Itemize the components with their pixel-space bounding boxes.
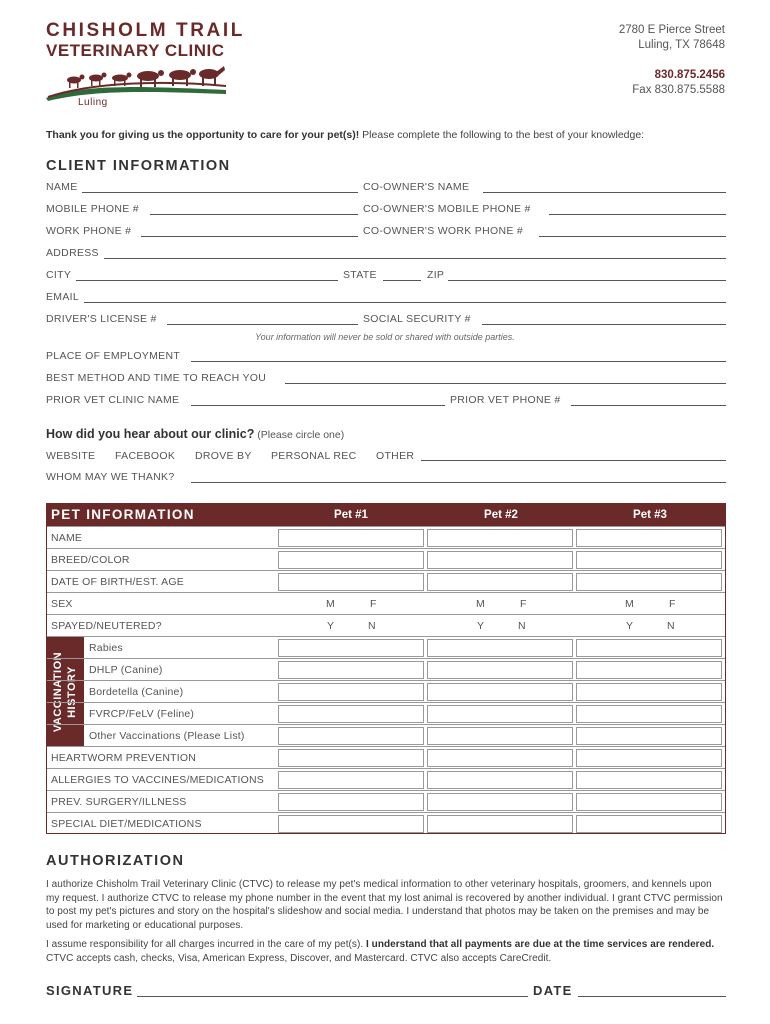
row-label: NAME — [51, 532, 83, 544]
referral-question — [46, 427, 344, 441]
phone-number: 830.875.2456 — [654, 69, 725, 81]
pet3-cell[interactable] — [576, 639, 722, 657]
pet-info-heading: PET INFORMATION — [51, 507, 195, 522]
pet2-cell[interactable] — [427, 815, 573, 833]
pet2-cell[interactable] — [427, 573, 573, 591]
co-owner-work-field[interactable] — [539, 236, 726, 237]
pet2-cell[interactable] — [427, 529, 573, 547]
option-personal-rec[interactable]: PERSONAL REC — [271, 450, 357, 462]
zip-field[interactable] — [448, 280, 726, 281]
row-label: HEARTWORM PREVENTION — [51, 752, 196, 764]
vaccine-label: Rabies — [89, 642, 123, 654]
pet2-cell[interactable] — [427, 749, 573, 767]
vaccine-row-dhlp — [47, 658, 725, 680]
date-field[interactable] — [578, 996, 726, 997]
state-field[interactable] — [383, 280, 421, 281]
row-label: SPECIAL DIET/MEDICATIONS — [51, 818, 202, 830]
pet3-sex-f[interactable]: F — [669, 598, 676, 610]
pet2-header: Pet #2 — [484, 509, 518, 521]
pet3-cell[interactable] — [576, 529, 722, 547]
pet2-cell[interactable] — [427, 727, 573, 745]
pet1-spayed-y[interactable]: Y — [327, 620, 335, 632]
pet1-cell[interactable] — [278, 529, 424, 547]
pet1-cell[interactable] — [278, 793, 424, 811]
vaccine-row-fvrcp — [47, 702, 725, 724]
prior-vet-label: PRIOR VET CLINIC NAME — [46, 394, 180, 406]
city-address: Luling, TX 78648 — [638, 39, 725, 51]
clinic-name-line2: VETERINARY CLINIC — [46, 41, 225, 60]
logo-location: Luling — [78, 97, 108, 108]
pet1-cell[interactable] — [278, 727, 424, 745]
pet3-spayed-n[interactable]: N — [667, 620, 675, 632]
pet3-spayed-y[interactable]: Y — [626, 620, 634, 632]
employment-label: PLACE OF EMPLOYMENT — [46, 350, 181, 362]
other-field[interactable] — [421, 460, 726, 461]
row-label: ALLERGIES TO VACCINES/MEDICATIONS — [51, 774, 264, 786]
row-label: BREED/COLOR — [51, 554, 130, 566]
option-website[interactable]: WEBSITE — [46, 450, 96, 462]
city-field[interactable] — [76, 280, 338, 281]
fax-number: Fax 830.875.5588 — [632, 84, 725, 96]
vaccine-row-bordetella — [47, 680, 725, 702]
pet3-cell[interactable] — [576, 749, 722, 767]
address-field[interactable] — [104, 258, 726, 259]
pet-row-name — [47, 526, 725, 548]
authorization-heading: AUTHORIZATION — [46, 853, 185, 869]
thank-label: WHOM MAY WE THANK? — [46, 471, 175, 483]
name-label: NAME — [46, 181, 78, 193]
intro-rest: Please complete the following to the best of your knowledge: — [359, 129, 645, 141]
vaccine-label: DHLP (Canine) — [89, 664, 163, 676]
employment-field[interactable] — [191, 361, 726, 362]
license-row — [46, 313, 726, 327]
pet3-cell[interactable] — [576, 551, 722, 569]
pet1-cell[interactable] — [278, 683, 424, 701]
city-label: CITY — [46, 269, 72, 281]
vaccine-label: Bordetella (Canine) — [89, 686, 184, 698]
row-label: SEX — [51, 598, 73, 610]
pet3-header: Pet #3 — [633, 509, 667, 521]
pet3-cell[interactable] — [576, 815, 722, 833]
pet-row-sex — [47, 592, 725, 614]
city-row — [46, 269, 726, 283]
pet2-sex-f[interactable]: F — [520, 598, 527, 610]
privacy-note: Your information will never be sold or shared with outside parties. — [255, 332, 515, 342]
pet3-cell[interactable] — [576, 573, 722, 591]
ssn-label: SOCIAL SECURITY # — [363, 313, 471, 325]
prior-vet-row — [46, 394, 726, 408]
work-label: WORK PHONE # — [46, 225, 132, 237]
signature-field[interactable] — [137, 996, 528, 997]
email-row — [46, 291, 726, 305]
address-label: ADDRESS — [46, 247, 99, 259]
license-field[interactable] — [167, 324, 358, 325]
co-owner-work-label: CO-OWNER'S WORK PHONE # — [363, 225, 523, 237]
pet-row-diet — [47, 812, 725, 834]
pet-row-allergies — [47, 768, 725, 790]
zip-label: ZIP — [427, 269, 445, 281]
pet1-cell[interactable] — [278, 815, 424, 833]
pet3-cell[interactable] — [576, 683, 722, 701]
employment-row — [46, 350, 726, 364]
work-field[interactable] — [141, 236, 358, 237]
referral-hint: (Please circle one) — [254, 429, 345, 441]
clinic-name-line1: CHISHOLM TRAIL — [46, 20, 245, 41]
authorization-paragraph-2 — [46, 938, 726, 965]
pet1-spayed-n[interactable]: N — [368, 620, 376, 632]
pet1-sex-m[interactable]: M — [326, 598, 335, 610]
pet2-cell[interactable] — [427, 639, 573, 657]
pet3-cell[interactable] — [576, 705, 722, 723]
mobile-row — [46, 203, 726, 217]
co-owner-mobile-field[interactable] — [549, 214, 726, 215]
thank-row — [46, 471, 726, 485]
pet3-cell[interactable] — [576, 793, 722, 811]
name-row — [46, 181, 726, 195]
mobile-field[interactable] — [150, 214, 358, 215]
signature-label: SIGNATURE — [46, 983, 134, 998]
date-label: DATE — [533, 983, 573, 998]
name-field[interactable] — [82, 192, 358, 193]
pet-row-breed — [47, 548, 725, 570]
client-info-heading: CLIENT INFORMATION — [46, 158, 231, 174]
pet2-spayed-n[interactable]: N — [518, 620, 526, 632]
street-address: 2780 E Pierce Street — [618, 24, 725, 36]
vaccine-label: FVRCP/FeLV (Feline) — [89, 708, 195, 720]
best-method-row — [46, 372, 726, 386]
pet3-cell[interactable] — [576, 661, 722, 679]
mobile-label: MOBILE PHONE # — [46, 203, 139, 215]
pet2-sex-m[interactable]: M — [476, 598, 485, 610]
pet-row-dob — [47, 570, 725, 592]
pet1-header: Pet #1 — [334, 509, 368, 521]
thank-field[interactable] — [191, 482, 726, 483]
vaccine-row-other — [47, 724, 725, 746]
logo-animals-graphic — [44, 64, 228, 102]
ssn-field[interactable] — [482, 324, 726, 325]
pet-table-header — [47, 504, 725, 526]
pet3-cell[interactable] — [576, 727, 722, 745]
row-label: DATE OF BIRTH/EST. AGE — [51, 576, 184, 588]
option-facebook[interactable]: FACEBOOK — [115, 450, 176, 462]
pet1-cell[interactable] — [278, 771, 424, 789]
co-owner-name-label: CO-OWNER'S NAME — [363, 181, 470, 193]
vaccine-row-rabies — [47, 636, 725, 658]
vaccine-label: Other Vaccinations (Please List) — [89, 730, 245, 742]
pet2-cell[interactable] — [427, 793, 573, 811]
intro-text — [46, 129, 644, 141]
pet3-sex-m[interactable]: M — [625, 598, 634, 610]
address-row — [46, 247, 726, 261]
pet1-cell[interactable] — [278, 749, 424, 767]
pet2-cell[interactable] — [427, 771, 573, 789]
email-field[interactable] — [84, 302, 726, 303]
pet2-cell[interactable] — [427, 705, 573, 723]
best-method-label: BEST METHOD AND TIME TO REACH YOU — [46, 372, 267, 384]
best-method-field[interactable] — [285, 383, 726, 384]
license-label: DRIVER'S LICENSE # — [46, 313, 157, 325]
auth-para2-bold: I understand that all payments are due at the time services are rendered. — [366, 939, 715, 950]
state-label: STATE — [343, 269, 377, 281]
pet1-cell[interactable] — [278, 705, 424, 723]
option-other[interactable]: OTHER — [376, 450, 415, 462]
referral-question-text: How did you hear about our clinic? — [46, 427, 255, 441]
prior-vet-field[interactable] — [191, 405, 445, 406]
pet1-sex-f[interactable]: F — [370, 598, 377, 610]
pet2-spayed-y[interactable]: Y — [477, 620, 485, 632]
pet1-cell[interactable] — [278, 551, 424, 569]
email-label: EMAIL — [46, 291, 80, 303]
pet-row-heartworm — [47, 746, 725, 768]
row-label: PREV. SURGERY/ILLNESS — [51, 796, 187, 808]
pet-info-table — [46, 503, 726, 834]
intro-bold: Thank you for giving us the opportunity to care for your pet(s)! — [46, 129, 360, 141]
pet2-cell[interactable] — [427, 661, 573, 679]
auth-para2-start: I assume responsibility for all charges incurred in the care of my pet(s). — [46, 939, 366, 950]
authorization-paragraph-1: I authorize Chisholm Trail Veterinary Clinic (CTVC) to release my pet's medical information to other veterinary hospitals, groomers, and kennels upon my request. I authorize CTVC to release my phone number in the event that my lost animal is recovered by another individual. I grant CTVC permission to post my pet's pictures and story on the hospital's slideshow and social media. I understand that photos may be taken on the premises and may be used for marketing or educational purposes. — [46, 879, 723, 931]
pet1-cell[interactable] — [278, 639, 424, 657]
pet-row-spayed — [47, 614, 725, 636]
row-label: SPAYED/NEUTERED? — [51, 620, 162, 632]
auth-para2-end: CTVC accepts cash, checks, Visa, American Express, Discover, and Mastercard. CTVC also accepts CareCredit. — [46, 952, 552, 964]
pet-row-surgery — [47, 790, 725, 812]
prior-vet-phone-label: PRIOR VET PHONE # — [450, 394, 561, 406]
pet2-cell[interactable] — [427, 551, 573, 569]
vaccination-line2: HISTORY — [66, 666, 78, 718]
co-owner-mobile-label: CO-OWNER'S MOBILE PHONE # — [363, 203, 531, 215]
co-owner-name-field[interactable] — [483, 192, 726, 193]
pet2-cell[interactable] — [427, 683, 573, 701]
work-row — [46, 225, 726, 239]
option-drove-by[interactable]: DROVE BY — [195, 450, 252, 462]
pet1-cell[interactable] — [278, 661, 424, 679]
vaccination-line1: VACCINATION — [52, 651, 64, 733]
pet3-cell[interactable] — [576, 771, 722, 789]
prior-vet-phone-field[interactable] — [571, 405, 726, 406]
pet1-cell[interactable] — [278, 573, 424, 591]
